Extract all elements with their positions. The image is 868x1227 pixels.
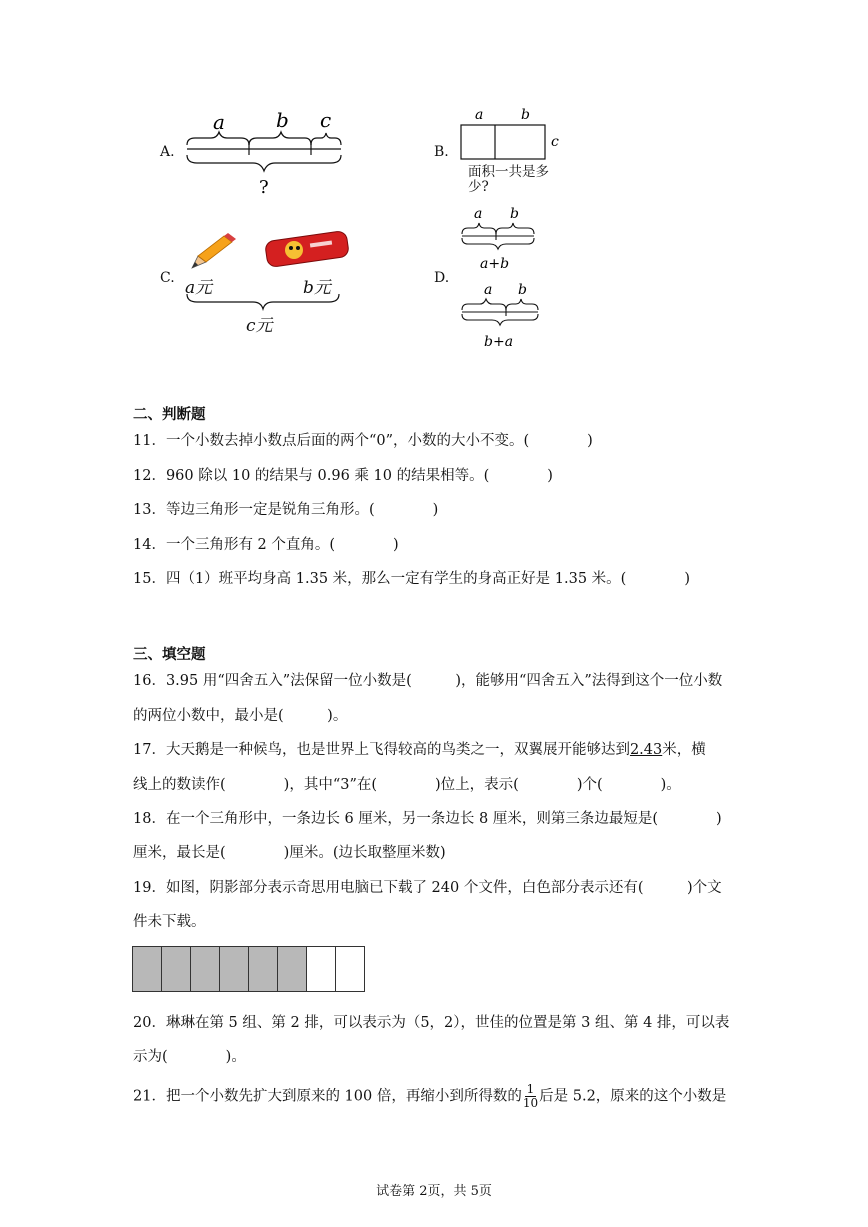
- download-progress-grid: [132, 946, 365, 992]
- option-a-question: ?: [259, 177, 269, 198]
- question-21-text-end: 后是 5.2，原来的这个小数是: [539, 1088, 727, 1105]
- section-2-title: 二、判断题: [133, 407, 206, 423]
- option-c-left-price: a元: [185, 278, 213, 298]
- grid-cell-shaded: [220, 947, 249, 991]
- grid-cell-white: [336, 947, 364, 991]
- question-17-underlined-number: 2.43: [629, 742, 663, 758]
- question-11: 11．一个小数去掉小数点后面的两个“0”，小数的大小不变。( ): [133, 433, 593, 449]
- option-d-top-a: a: [474, 206, 483, 222]
- question-21-text: 21．把一个小数先扩大到原来的 100 倍，再缩小到所得数的: [133, 1088, 522, 1105]
- question-16-line-1: 16．3.95 用“四舍五入”法保留一位小数是( )，能够用“四舍五入”法得到这个一位小数: [133, 673, 723, 689]
- fraction: [523, 1083, 538, 1110]
- option-b-caption: 面积一共是多少?: [468, 164, 549, 195]
- question-13: 13．等边三角形一定是锐角三角形。( ): [133, 502, 439, 518]
- option-b-var-b: b: [521, 107, 530, 123]
- option-d-bottom-diagram: [458, 280, 543, 350]
- grid-cell-shaded: [133, 947, 162, 991]
- question-19-line-1: 19．如图，阴影部分表示奇思用电脑已下载了 240 个文件，白色部分表示还有( )个文: [133, 880, 722, 896]
- question-17-text-end: 米，横: [662, 742, 706, 758]
- question-17-line-1: [133, 740, 706, 760]
- fraction-numerator: 1: [526, 1082, 535, 1096]
- option-d-bottom-a: a: [484, 282, 493, 298]
- option-b-label[interactable]: B.: [434, 144, 449, 160]
- question-21: [133, 1083, 726, 1110]
- option-d-bottom-sum: b+a: [484, 334, 514, 350]
- question-12: 12．960 除以 10 的结果与 0.96 乘 10 的结果相等。( ): [133, 468, 553, 484]
- option-b-var-c: c: [551, 134, 559, 150]
- grid-cell-shaded: [249, 947, 278, 991]
- question-17-line-2: 线上的数读作( )，其中“3”在( )位上，表示( )个( )。: [133, 777, 681, 793]
- question-14: 14．一个三角形有 2 个直角。( ): [133, 537, 399, 553]
- question-18-line-2: 厘米，最长是( )厘米。(边长取整厘米数): [133, 845, 446, 861]
- option-a-var-b: b: [276, 108, 289, 132]
- option-a-label[interactable]: A.: [160, 144, 175, 160]
- option-d-top-diagram: [458, 204, 543, 274]
- grid-cell-shaded: [162, 947, 191, 991]
- pencil-icon: [188, 230, 238, 272]
- option-d-label[interactable]: D.: [434, 270, 450, 286]
- question-17-text: 17．大天鹅是一种候鸟，也是世界上飞得较高的鸟类之一，双翼展开能够达到: [133, 742, 630, 758]
- question-20-line-2: 示为( )。: [133, 1049, 246, 1065]
- option-c-total: c元: [246, 316, 273, 336]
- page-footer: 试卷第 2页，共 5页: [376, 1184, 492, 1199]
- option-a-diagram: [183, 105, 348, 200]
- fraction-denominator: 10: [522, 1096, 539, 1110]
- option-d-bottom-b: b: [518, 282, 527, 298]
- option-c-brace: [185, 292, 345, 312]
- grid-cell-shaded: [278, 947, 307, 991]
- pencil-case-icon: [262, 228, 352, 268]
- question-16-line-2: 的两位小数中，最小是( )。: [133, 708, 348, 724]
- section-3-title: 三、填空题: [133, 647, 206, 663]
- option-d-top-b: b: [510, 206, 519, 222]
- grid-cell-white: [307, 947, 336, 991]
- question-18-line-1: 18．在一个三角形中，一条边长 6 厘米，另一条边长 8 厘米，则第三条边最短是( ): [133, 811, 722, 827]
- option-b-rectangle: [455, 103, 565, 163]
- option-c-right-price: b元: [303, 278, 331, 298]
- grid-cell-shaded: [191, 947, 220, 991]
- option-c-label[interactable]: C.: [160, 270, 175, 286]
- question-19-line-2: 件未下载。: [133, 914, 206, 930]
- question-20-line-1: 20．琳琳在第 5 组、第 2 排，可以表示为（5，2），世佳的位置是第 3 组、第 4 排，可以表: [133, 1015, 730, 1031]
- option-b-var-a: a: [475, 107, 484, 123]
- option-a-var-c: c: [320, 108, 332, 132]
- option-a-var-a: a: [213, 110, 225, 134]
- option-d-top-sum: a+b: [480, 256, 510, 272]
- question-15: 15．四（1）班平均身高 1.35 米，那么一定有学生的身高正好是 1.35 米。( ): [133, 571, 690, 587]
